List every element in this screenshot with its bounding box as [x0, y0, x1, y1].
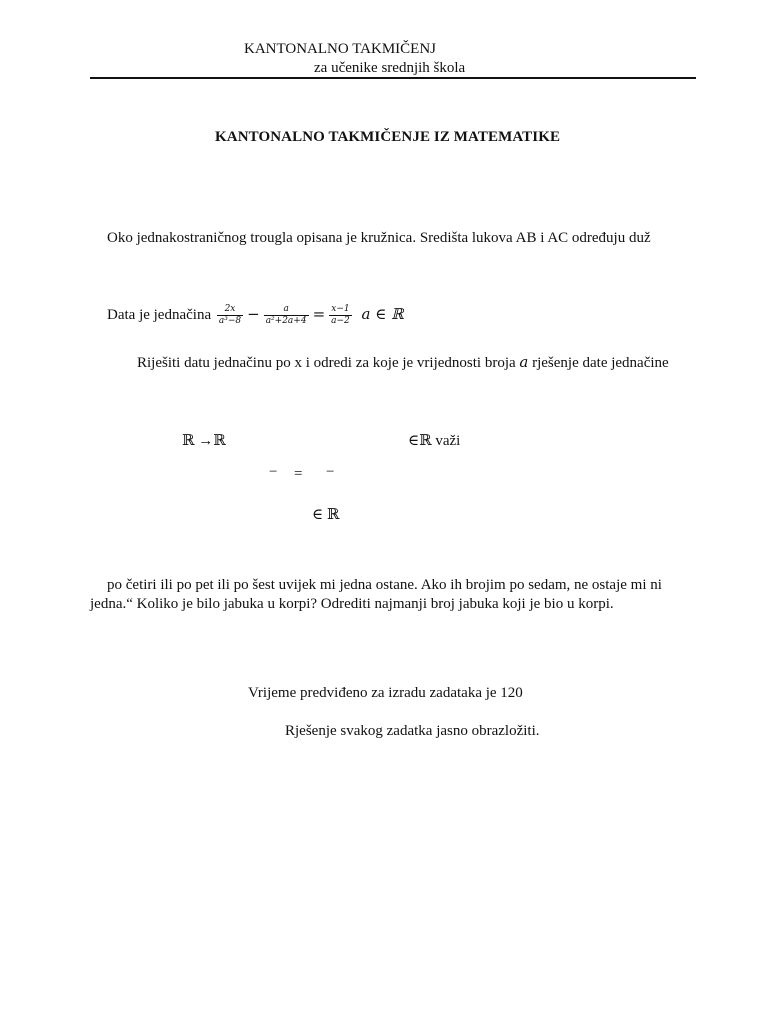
problem-1-text: Oko jednakostraničnog trougla opisana je kružnica. Središta lukova AB i AC određuju duž	[107, 230, 651, 246]
equation-minus-2: −	[326, 464, 335, 480]
problem-2-task-end: rješenje date jednačine	[532, 355, 669, 371]
problem-2-task-text: Riješiti datu jednačinu po x i odredi za koje je vrijednosti broja	[137, 355, 516, 371]
fraction-1-numerator: 2x	[224, 304, 236, 314]
header-line-2: za učenike srednjih škola	[314, 60, 466, 76]
problem-2-intro: Data je jednačina	[107, 306, 212, 323]
header-divider	[90, 77, 696, 79]
element-of-reals: ∈ ℝ	[312, 507, 340, 523]
fraction-1	[217, 304, 243, 327]
document-title: KANTONALNO TAKMIČENJE IZ MATEMATIKE	[215, 129, 561, 145]
function-mapping: ℝ →ℝ	[182, 433, 226, 449]
problem-2-equation	[107, 304, 404, 327]
minus-sign: −	[247, 304, 260, 323]
forall-condition: ∈ℝ važi	[408, 433, 461, 449]
problem-4-line-2: jedna.“ Koliko je bilo jabuka u korpi? Odrediti najmanji broj jabuka koji je bio u korpi.	[90, 596, 614, 612]
time-allowed: Vrijeme predviđeno za izradu zadataka je 120	[248, 685, 523, 701]
equation-equals: =	[294, 466, 303, 482]
problem-2-task	[137, 353, 669, 372]
fraction-3-denominator: a−2	[331, 316, 350, 326]
problem-4-line-1: po četiri ili po pet ili po šest uvijek mi jedna ostane. Ako ih brojim po sedam, ne ostaje mi ni	[107, 577, 662, 593]
problem-2-task-variable: a	[519, 353, 529, 371]
equals-sign: =	[312, 304, 326, 323]
fraction-2-numerator: a	[283, 304, 289, 314]
fraction-1-denominator: a³−8	[218, 316, 242, 326]
equation-minus-1: −	[269, 464, 278, 480]
instruction-note: Rješenje svakog zadatka jasno obrazložiti.	[285, 723, 540, 739]
fraction-3	[329, 304, 352, 327]
fraction-2-denominator: a²+2a+4	[265, 316, 307, 326]
fraction-3-numerator: x−1	[331, 304, 350, 314]
domain-condition: a ∈ ℝ	[361, 304, 404, 323]
header-line-1: KANTONALNO TAKMIČENJ	[244, 41, 436, 57]
fraction-2	[264, 304, 309, 327]
